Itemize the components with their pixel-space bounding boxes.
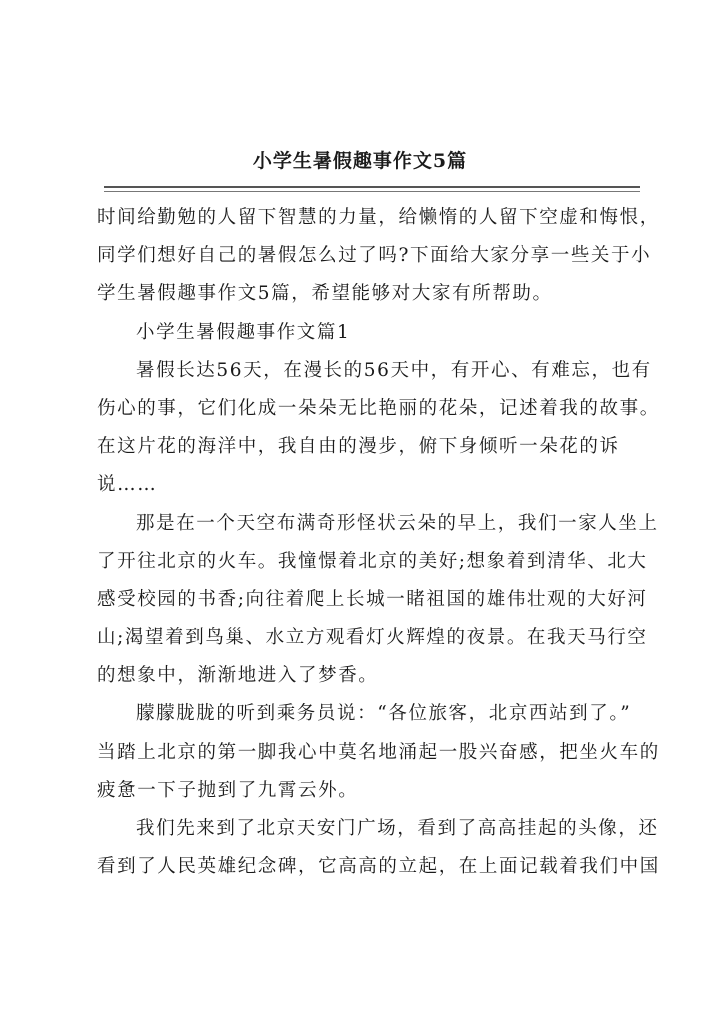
text-line: 说……: [97, 474, 158, 496]
document-title: 小学生暑假趣事作文5篇: [252, 150, 468, 172]
text-line: 那是在一个天空布满奇形怪状云朵的早上，我们一家人坐上: [136, 512, 659, 534]
text-line: 伤心的事，它们化成一朵朵无比艳丽的花朵，记述着我的故事。: [97, 397, 660, 419]
text-line: 当踏上北京的第一脚我心中莫名地涌起一股兴奋感，把坐火车的: [97, 741, 660, 763]
text-line: 朦朦胧胧的听到乘务员说：“各位旅客，北京西站到了。”: [136, 703, 632, 725]
title-divider-bottom: [104, 191, 640, 192]
text-line: 疲惫一下子抛到了九霄云外。: [97, 779, 359, 801]
text-line: 感受校园的书香;向往着爬上长城一睹祖国的雄伟壮观的大好河: [97, 588, 648, 610]
text-line: 时间给勤勉的人留下智慧的力量，给懒惰的人留下空虚和悔恨，: [97, 207, 660, 228]
text-line: 学生暑假趣事作文5篇，希望能够对大家有所帮助。: [97, 283, 553, 305]
text-line: 的想象中，渐渐地进入了梦香。: [97, 665, 379, 687]
text-line: 看到了人民英雄纪念碑，它高高的立起，在上面记载着我们中国: [97, 856, 660, 878]
title-divider-top: [104, 186, 640, 188]
text-line: 山;渴望着到鸟巢、水立方观看灯火辉煌的夜景。在我天马行空: [97, 627, 648, 649]
text-line: 同学们想好自己的暑假怎么过了吗?下面给大家分享一些关于小: [97, 245, 652, 267]
text-line: 暑假长达56天，在漫长的56天中，有开心、有难忘，也有: [136, 359, 652, 381]
text-line: 在这片花的海洋中，我自由的漫步，俯下身倾听一朵花的诉: [97, 436, 620, 458]
document-body: [97, 199, 660, 886]
text-line: 小学生暑假趣事作文篇1: [136, 321, 351, 343]
text-line: 我们先来到了北京天安门广场，看到了高高挂起的头像，还: [136, 818, 659, 839]
text-line: 了开往北京的火车。我憧憬着北京的美好;想象着到清华、北大: [97, 550, 648, 572]
